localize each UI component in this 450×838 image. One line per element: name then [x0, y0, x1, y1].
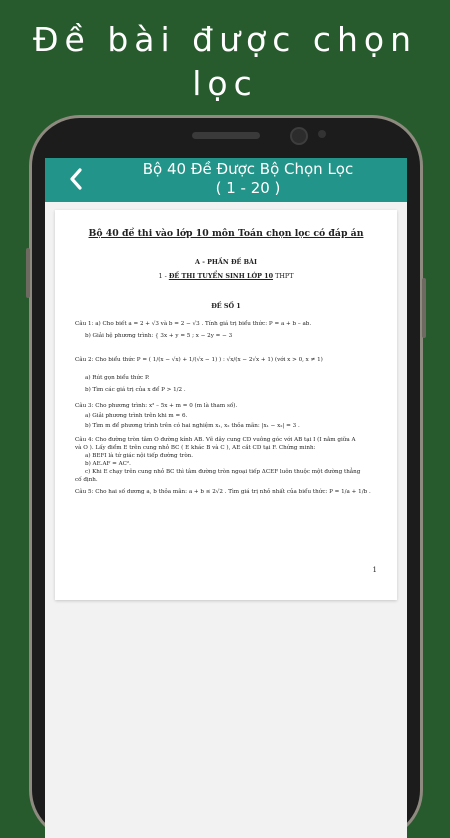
document-page	[55, 210, 397, 600]
question-line: Câu 2: Cho biểu thức P = ( 1/(x − √x) + 1/(√x − 1) ) : √x/(x − 2√x + 1) (với x > 0, x ≠ 1)	[75, 357, 323, 363]
subsection-prefix: 1 -	[158, 272, 169, 280]
exam-label: ĐỀ SỐ 1	[211, 302, 241, 310]
promo-caption	[0, 18, 450, 106]
document-heading: Bộ 40 đề thi vào lớp 10 môn Toán chọn lọc có đáp án	[88, 228, 364, 239]
phone-camera	[290, 127, 308, 145]
question-line: b) Tìm các giá trị của x để P > 1/2 .	[85, 387, 186, 393]
phone-sensor	[318, 130, 326, 138]
subsection-suffix: THPT	[273, 272, 294, 280]
question-line: b) AE.AF = AC².	[85, 461, 131, 467]
subsection-title	[55, 272, 397, 280]
question-line: cố định.	[75, 477, 98, 483]
question-line: a) Rút gọn biểu thức P.	[85, 375, 150, 381]
question-line: b) Giải hệ phương trình: { 3x + y = 5 ; x − 2y = − 3	[85, 333, 233, 339]
phone-speaker	[192, 132, 260, 139]
subsection-name: ĐỀ THI TUYỂN SINH LỚP 10	[168, 272, 274, 280]
promo-caption-line1: Đề bài được chọn	[32, 20, 418, 59]
page-number: 1	[372, 566, 377, 574]
phone-power-button	[422, 278, 426, 338]
promo-caption-line2: lọc	[192, 64, 258, 103]
section-title: A - PHẦN ĐỀ BÀI	[195, 258, 257, 266]
question-line: Câu 1: a) Cho biết a = 2 + √3 và b = 2 − √3 . Tính giá trị biểu thức: P = a + b – ab.	[75, 321, 312, 327]
document-viewer[interactable]	[45, 202, 407, 838]
app-screen	[45, 158, 407, 838]
app-title-line2: ( 1 - 20 )	[215, 179, 281, 197]
question-line: Câu 4: Cho đường tròn tâm O đường kính AB. Vẽ dây cung CD vuông góc với AB tại I (I nằm giữa A	[75, 437, 356, 443]
app-title-line1: Bộ 40 Đề Được Bộ Chọn Lọc	[142, 160, 354, 178]
question-line: Câu 3: Cho phương trình: x² – 5x + m = 0 (m là tham số).	[75, 403, 238, 409]
question-line: c) Khi E chạy trên cung nhỏ BC thì tâm đường tròn ngoại tiếp ΔCEF luôn thuộc một đường thẳng	[85, 469, 361, 475]
phone-volume-button	[26, 248, 30, 298]
question-line: và O ). Lấy điểm E trên cung nhỏ BC ( E khác B và C ), AE cắt CD tại F. Chứng minh:	[75, 445, 316, 451]
app-title	[97, 160, 399, 198]
question-line: a) BEFI là tứ giác nội tiếp đường tròn.	[85, 453, 194, 459]
back-arrow-icon[interactable]	[65, 164, 89, 194]
question-line: Câu 5: Cho hai số dương a, b thỏa mãn: a + b ≤ 2√2 . Tìm giá trị nhỏ nhất của biểu thức: P = 1/a + 1/b .	[75, 489, 371, 495]
app-bar	[45, 158, 407, 202]
question-line: a) Giải phương trình trên khi m = 6.	[85, 413, 188, 419]
question-line: b) Tìm m để phương trình trên có hai nghiệm x₁, x₂ thỏa mãn: |x₁ − x₂| = 3 .	[85, 423, 300, 429]
phone-frame	[32, 118, 420, 838]
